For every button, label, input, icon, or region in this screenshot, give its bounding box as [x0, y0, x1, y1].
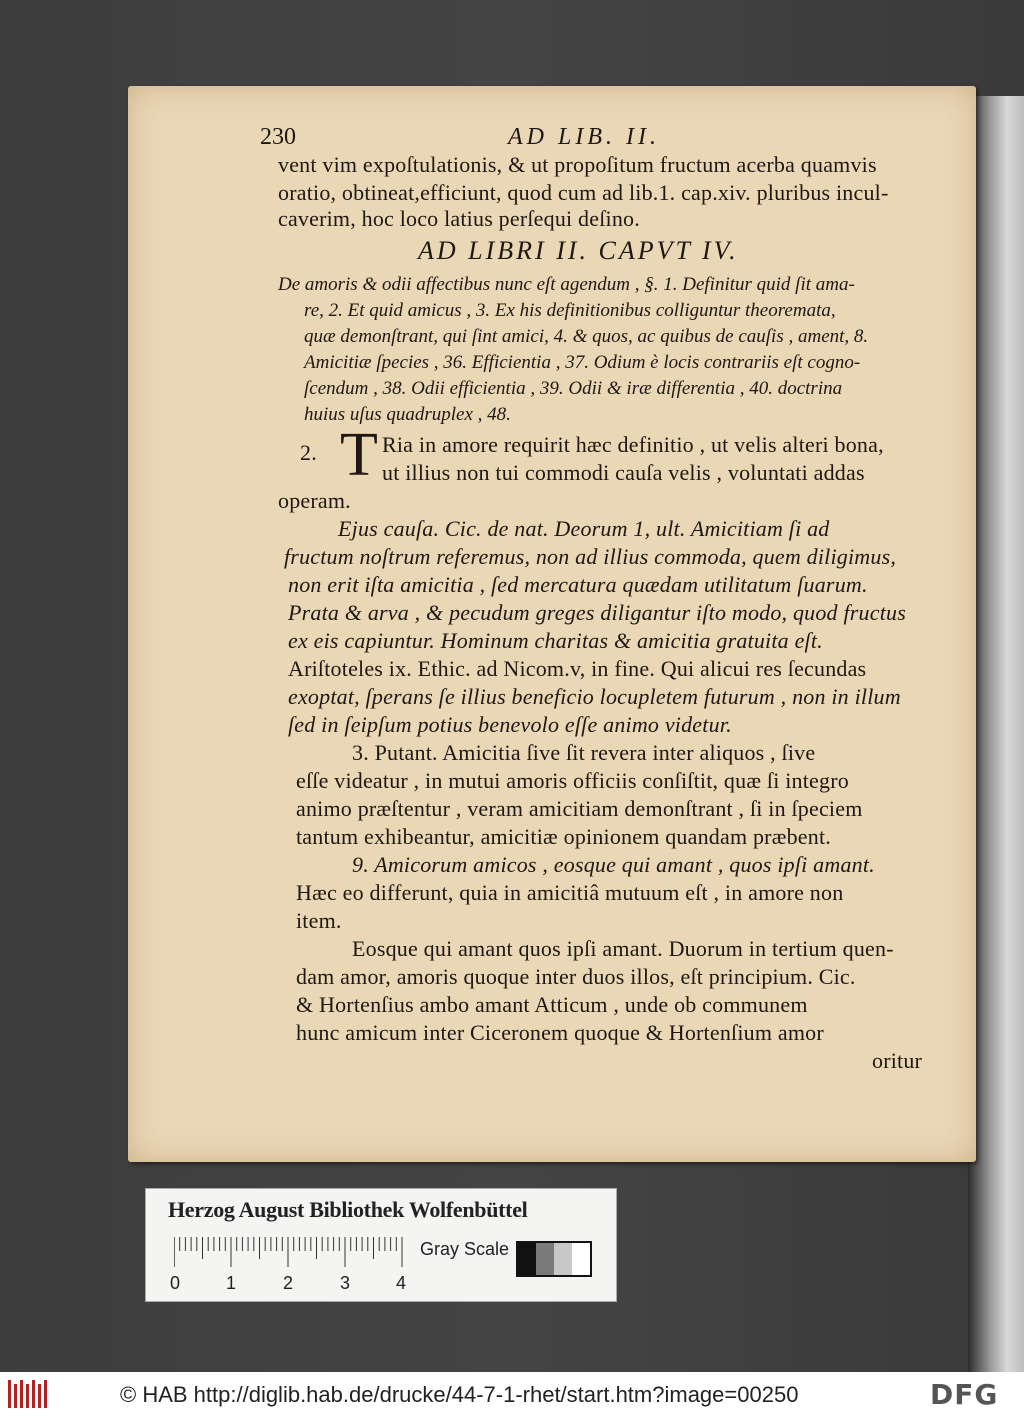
text-line: ex eis capiuntur. Hominum charitas & amicitia gratuita eſt. — [288, 628, 823, 653]
grayscale-swatch — [518, 1243, 536, 1275]
text-line: caverim, hoc loco latius perſequi deſino. — [278, 206, 640, 231]
footer-bar — [0, 1372, 1024, 1416]
section-number: 2. — [300, 440, 317, 465]
measurement-ruler — [174, 1237, 406, 1267]
text-line: animo præſtentur , veram amicitiam demonſtrant , ſi in ſpeciem — [296, 796, 863, 821]
text-line: ut illius non tui commodi cauſa velis , voluntati addas — [382, 460, 865, 485]
hab-logo-icon — [6, 1378, 48, 1410]
text-line: hunc amicum inter Ciceronem quoque & Hortenſium amor — [296, 1020, 824, 1045]
adjacent-page-edge — [968, 96, 1024, 1372]
grayscale-bar — [516, 1241, 592, 1277]
grayscale-swatch — [572, 1243, 590, 1275]
text-line: fructum noſtrum referemus, non ad illius commoda, quem diligimus, — [284, 544, 897, 569]
text-line: vent vim expoſtulationis, & ut propoſitum fructum acerba quamvis — [278, 152, 877, 177]
text-line: Ejus cauſa. Cic. de nat. Deorum 1, ult. Amicitiam ſi ad — [338, 516, 830, 541]
dfg-logo: DFG — [930, 1378, 999, 1411]
summary-line: De amoris & odii affectibus nunc eſt agendum , §. 1. Definitur quid ſit ama- — [278, 274, 855, 295]
copyright-url: © HAB http://diglib.hab.de/drucke/44-7-1-rhet/start.htm?image=00250 — [120, 1382, 799, 1407]
summary-line: quæ demonſtrant, qui ſint amici, 4. & quos, ac quibus de cauſis , ament, 8. — [304, 326, 869, 347]
text-line: & Hortenſius ambo amant Atticum , unde ob communem — [296, 992, 808, 1017]
text-line: oratio, obtineat,efficiunt, quod cum ad lib.1. cap.xiv. pluribus incul- — [278, 180, 889, 205]
catchword: oritur — [872, 1048, 923, 1073]
ruler-number: 3 — [340, 1273, 351, 1293]
summary-line: Amicitiæ ſpecies , 36. Efficientia , 37. Odium è locis contrariis eſt cogno- — [304, 352, 861, 373]
page-number: 230 — [260, 124, 296, 150]
ruler-number: 1 — [226, 1273, 237, 1293]
text-line: Ariſtoteles ix. Ethic. ad Nicom.v, in fine. Qui alicui res ſecundas — [288, 656, 867, 681]
drop-cap: T — [340, 421, 378, 489]
summary-line: huius uſus quadruplex , 48. — [304, 404, 511, 425]
text-line: 9. Amicorum amicos , eosque qui amant , quos ipſi amant. — [352, 852, 875, 877]
text-line: Eosque qui amant quos ipſi amant. Duorum in tertium quen- — [352, 936, 894, 961]
ruler-number: 0 — [170, 1273, 181, 1293]
summary-line: ſcendum , 38. Odii efficientia , 39. Odii & iræ differentia , 40. doctrina — [304, 378, 843, 399]
text-line: ſed in ſeipſum potius benevolo eſſe animo videtur. — [288, 712, 732, 737]
ruler-number: 4 — [396, 1273, 407, 1293]
grayscale-swatch — [554, 1243, 572, 1275]
library-label-card — [145, 1188, 617, 1302]
book-page — [128, 86, 976, 1162]
summary-line: re, 2. Et quid amicus , 3. Ex his definitionibus colliguntur theoremata, — [304, 300, 836, 321]
chapter-title: AD LIBRI II. CAPVT IV. — [418, 236, 739, 265]
text-line: tantum exhibeantur, amicitiæ opinionem quandam præbent. — [296, 824, 831, 849]
text-line: dam amor, amoris quoque inter duos illos, eſt principium. Cic. — [296, 964, 856, 989]
text-line: exoptat, ſperans ſe illius beneficio locupletem futurum , non in illum — [288, 684, 901, 709]
text-line: Prata & arva , & pecudum greges diligantur iſto modo, quod fructus — [288, 600, 906, 625]
text-line: item. — [296, 908, 342, 933]
text-line: operam. — [278, 488, 351, 513]
running-head: AD LIB. II. — [508, 124, 660, 150]
text-line: eſſe videatur , in mutui amoris officiis conſiſtit, quæ ſi integro — [296, 768, 849, 793]
text-line: Hæc eo differunt, quia in amicitiâ mutuum eſt , in amore non — [296, 880, 844, 905]
grayscale-swatch — [536, 1243, 554, 1275]
library-name: Herzog August Bibliothek Wolfenbüttel — [168, 1197, 528, 1222]
text-line: non erit iſta amicitia , ſed mercatura quædam utilitatum ſuarum. — [288, 572, 868, 597]
ruler-number: 2 — [283, 1273, 294, 1293]
grayscale-label: Gray Scale — [420, 1239, 510, 1259]
text-line: 3. Putant. Amicitia ſive ſit revera inter aliquos , ſive — [352, 740, 816, 765]
text-line: Ria in amore requirit hæc definitio , ut velis alteri bona, — [382, 432, 884, 457]
